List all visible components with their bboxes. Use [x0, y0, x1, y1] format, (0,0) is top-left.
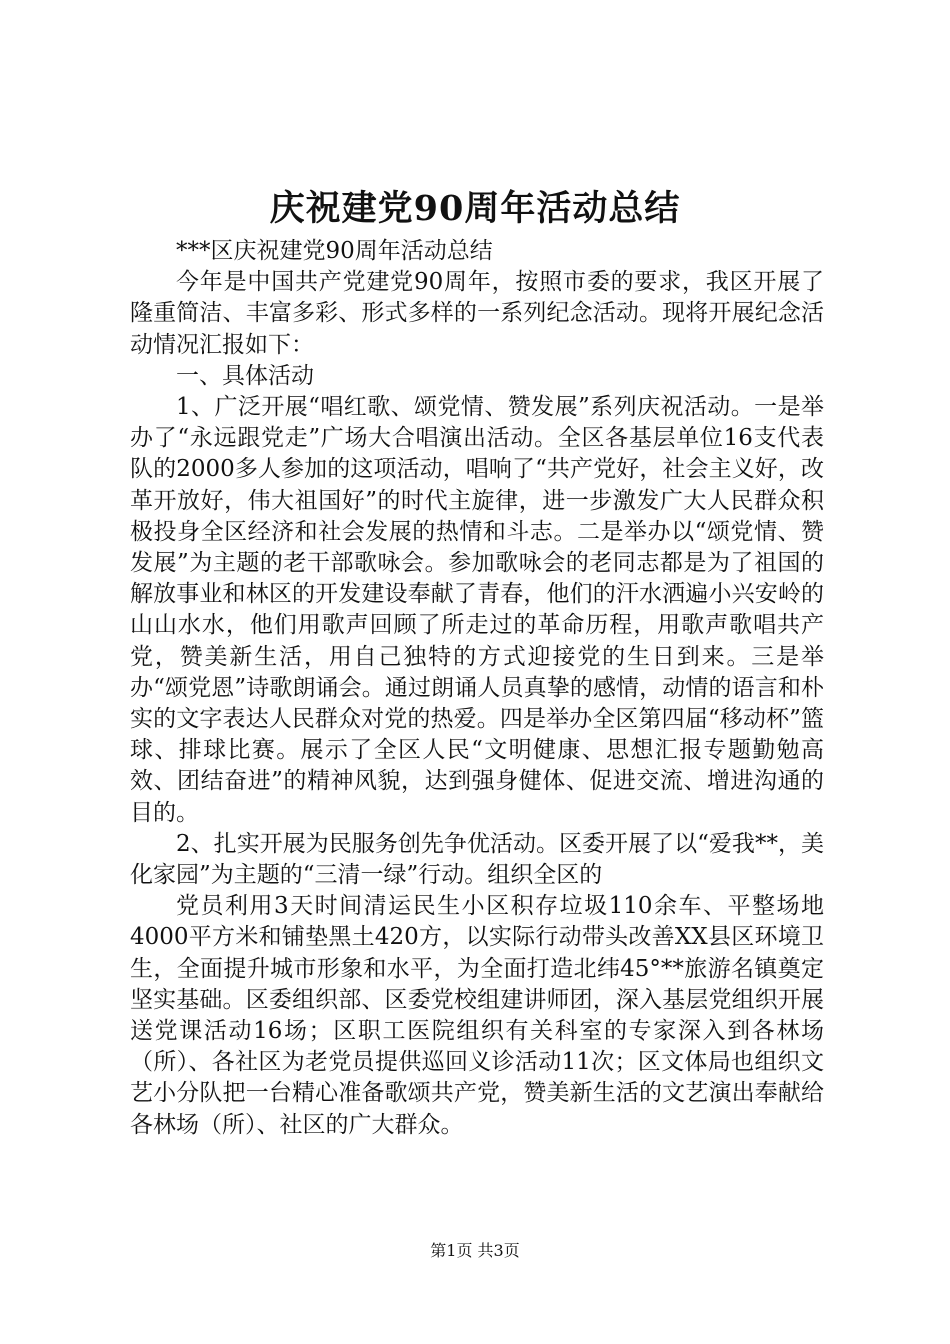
subtitle-paragraph: ***区庆祝建党90周年活动总结: [176, 238, 493, 264]
activity-paragraph-1: 1、广泛开展“唱红歌、颂党情、赞发展”系列庆祝活动。一是举办了“永远跟党走”广场大合唱演出活动。全区各基层单位16支代表队的2000多人参加的这项活动，唱响了“共产党好，社会主义好，改革开放好，伟大祖国好”的时代主旋律，进一步激发广大人民群众积极投身全区经济和社会发展的热情和斗志。二是举办以“颂党情、赞发展”为主题的老干部歌咏会。参加歌咏会的老同志都是为了祖国的解放事业和林区的开发建设奉献了青春，他们的汗水洒遍小兴安岭的山山水水，他们用歌声回顾了所走过的革命历程，用歌声歌唱共产党，赞美新生活，用自己独特的方式迎接党的生日到来。三是举办“颂党恩”诗歌朗诵会。通过朗诵人员真挚的感情，动情的语言和朴实的文字表达人民群众对党的热爱。四是举办全区第四届“移动杯”篮球、排球比赛。展示了全区人民“文明健康、思想汇报专题勤勉高效、团结奋进”的精神风貌，达到强身健体、促进交流、增进沟通的目的。: [130, 394, 824, 826]
activity-paragraph-2: 2、扎实开展为民服务创先争优活动。区委开展了以“爱我**，美化家园”为主题的“三清一绿”行动。组织全区的: [130, 830, 824, 889]
activity-paragraph-3: 党员利用3天时间清运民生小区积存垃圾110余车、平整场地4000平方米和铺垫黑土420方，以实际行动带头改善XX县区环境卫生，全面提升城市形象和水平，为全面打造北纬45°**旅游名镇奠定坚实基础。区委组织部、区委党校组建讲师团，深入基层党组织开展送党课活动16场；区职工医院组织有关科室的专家深入到各林场（所）、各社区为老党员提供巡回义诊活动11次；区文体局也组织文艺小分队把一台精心准备歌颂共产党，赞美新生活的文艺演出奉献给各林场（所）、社区的广大群众。: [130, 893, 824, 1138]
document-title: 庆祝建党90周年活动总结: [269, 188, 681, 229]
page-indicator: 第1页 共3页: [430, 1241, 520, 1260]
section-heading: 一、具体活动: [176, 362, 314, 389]
intro-paragraph: 今年是中国共产党建党90周年，按照市委的要求，我区开展了隆重简洁、丰富多彩、形式多样的一系列纪念活动。现将开展纪念活动情况汇报如下：: [130, 269, 824, 358]
document-body: [130, 236, 824, 1141]
